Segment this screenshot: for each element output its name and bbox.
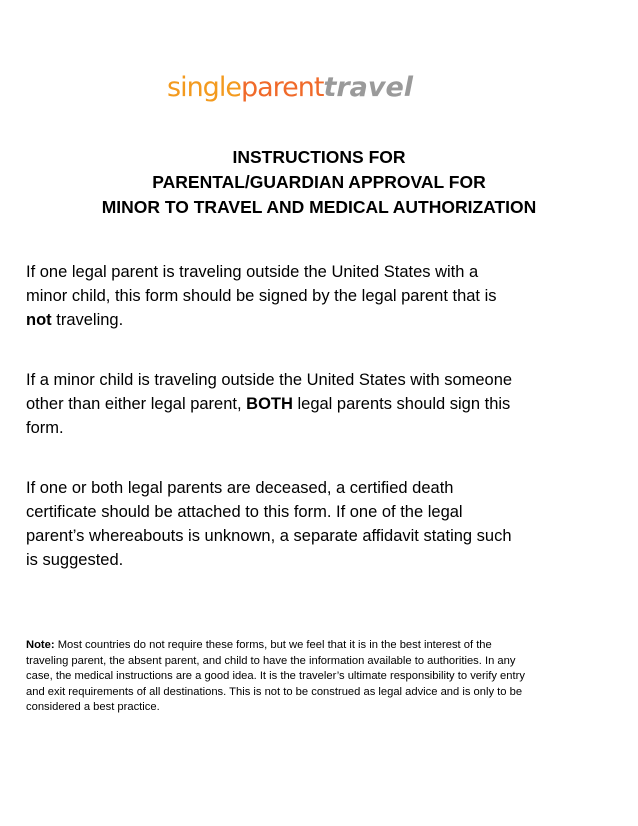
instruction-paragraph-deceased	[26, 476, 592, 572]
single-parent-travel-logo	[167, 68, 413, 108]
paragraph-line	[26, 392, 592, 416]
paragraph-line	[26, 308, 592, 332]
paragraph-line: certificate should be attached to this form. If one of the legal	[26, 503, 463, 521]
note-line: considered a best practice.	[26, 701, 160, 713]
title-line-1: INSTRUCTIONS FOR	[232, 147, 406, 167]
paragraph-text: traveling.	[51, 311, 124, 329]
paragraph-line: is suggested.	[26, 551, 124, 569]
paragraph-line: If one legal parent is traveling outside the United States with a	[26, 263, 479, 281]
paragraph-line: If one or both legal parents are deceased, a certified death	[26, 479, 454, 497]
paragraph-line: If a minor child is traveling outside the United States with someone	[26, 371, 513, 389]
emphasis-both: BOTH	[246, 395, 293, 413]
paragraph-line: minor child, this form should be signed by the legal parent that is	[26, 287, 497, 305]
paragraph-line: form.	[26, 419, 64, 437]
note-line	[26, 638, 596, 654]
note-label: Note:	[26, 639, 55, 651]
paragraph-text: legal parents should sign this	[292, 395, 511, 413]
instruction-paragraph-one-parent	[26, 260, 592, 332]
title-line-3: MINOR TO TRAVEL AND MEDICAL AUTHORIZATION	[101, 197, 537, 217]
logo-word-single: single	[167, 72, 241, 103]
note-line: traveling parent, the absent parent, and child to have the information available to authorities. In any	[26, 654, 516, 667]
instruction-paragraph-other-adult	[26, 368, 592, 440]
note-line: case, the medical instructions are a good idea. It is the traveler’s ultimate responsibility to verify entry	[26, 670, 525, 682]
note-text: Most countries do not require these forms, but we feel that it is in the best interest of the	[54, 639, 492, 651]
document-title	[0, 145, 638, 220]
paragraph-text: other than either legal parent,	[26, 395, 247, 413]
paragraph-line: parent’s whereabouts is unknown, a separate affidavit stating such	[26, 527, 512, 545]
note-section	[26, 638, 596, 716]
emphasis-not: not	[26, 311, 52, 329]
note-line: and exit requirements of all destinations. This is not to be construed as legal advice and is only to be	[26, 685, 523, 698]
logo-word-travel: travel	[323, 72, 414, 103]
logo-word-parent: parent	[240, 72, 324, 103]
title-line-2: PARENTAL/GUARDIAN APPROVAL FOR	[152, 172, 486, 192]
